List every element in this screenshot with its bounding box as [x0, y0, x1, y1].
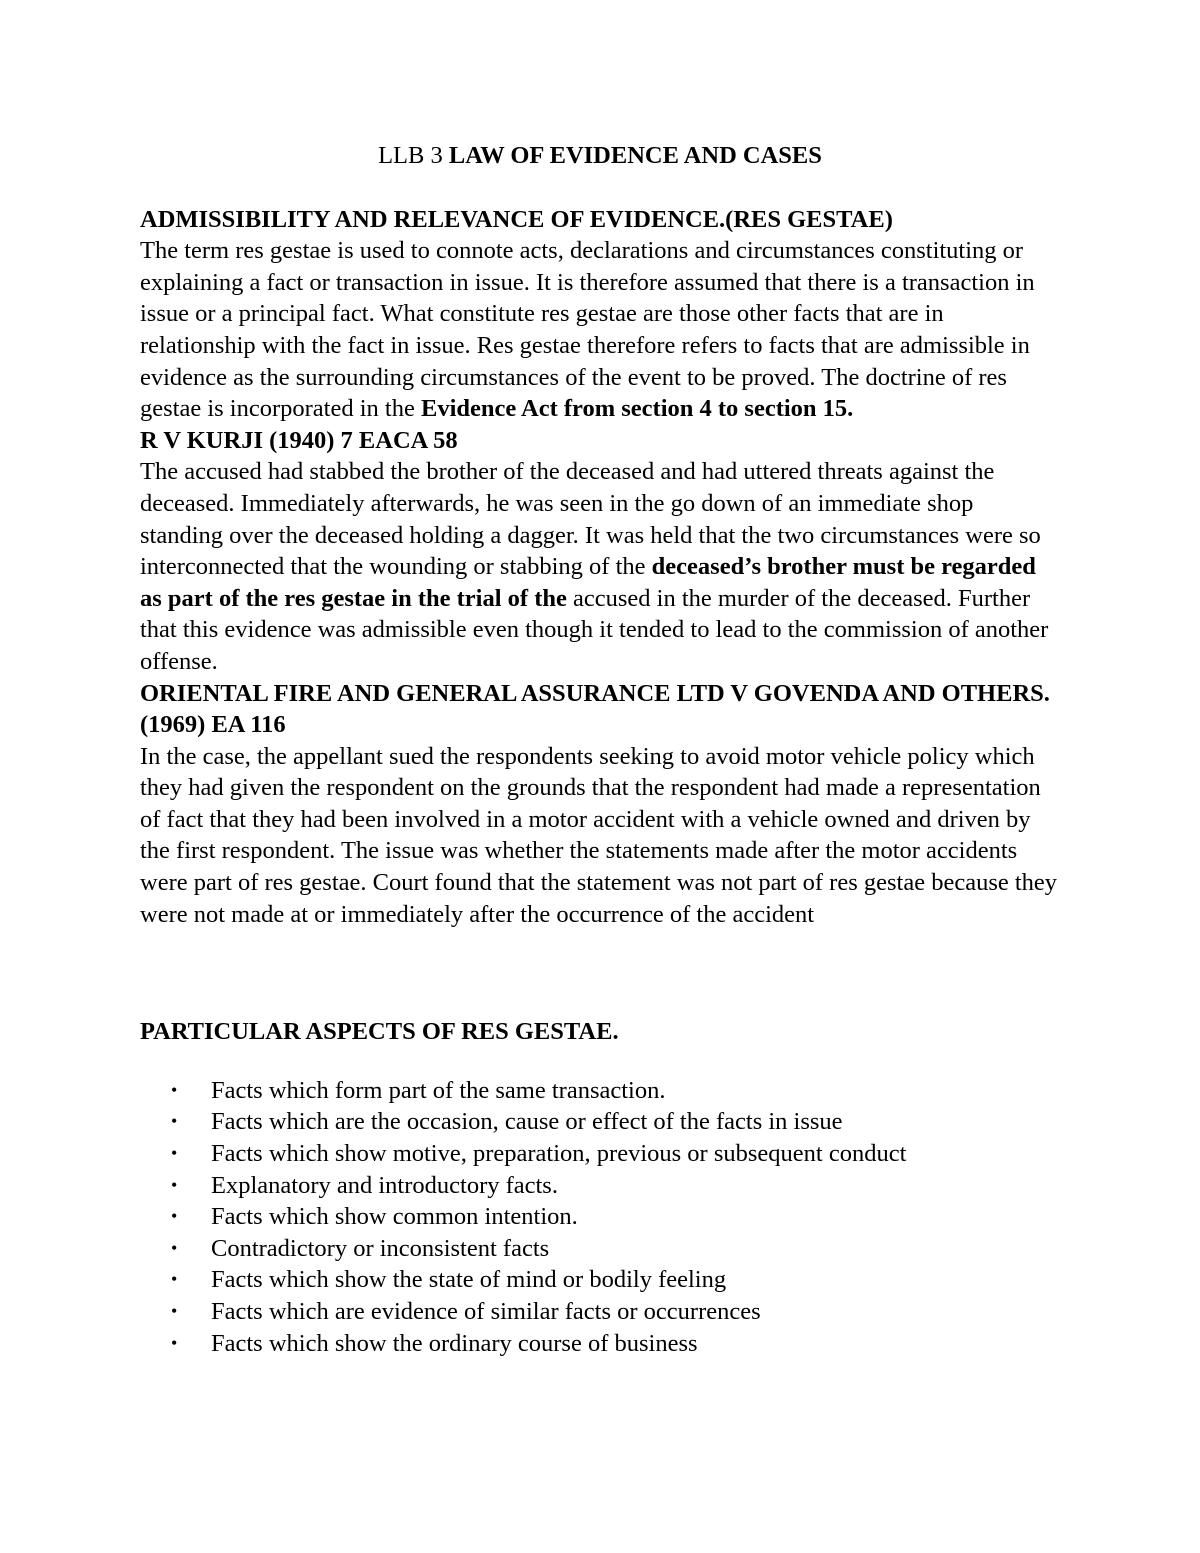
list-item [140, 1106, 1060, 1138]
list-item-text: Facts which form part of the same transaction. [211, 1076, 666, 1104]
list-item-text: Contradictory or inconsistent facts [211, 1234, 550, 1262]
case-heading-oriental-fire: ORIENTAL FIRE AND GENERAL ASSURANCE LTD V GOVENDA AND OTHERS. (1969) EA 116 [140, 679, 1050, 739]
list-item-text: Facts which are evidence of similar facts or occurrences [211, 1298, 761, 1325]
case-paragraph-kurji [140, 456, 1060, 677]
title-prefix: LLB 3 [378, 142, 449, 169]
case-heading-kurji: R V KURJI (1940) 7 EACA 58 [140, 426, 458, 454]
section-heading-admissibility: ADMISSIBILITY AND RELEVANCE OF EVIDENCE.(RES GESTAE) [140, 205, 893, 233]
list-item-text: Facts which show the state of mind or bodily feeling [211, 1266, 727, 1294]
list-item-text: Facts which show common intention. [211, 1203, 578, 1231]
section-paragraph-res-gestae [140, 235, 1060, 425]
case-paragraph-oriental-fire: In the case, the appellant sued the respondents seeking to avoid motor vehicle policy which they had given the respondent on the grounds that the respondent had made a representation of fact that they had been involved in a motor accident with a vehicle owned and driven by the first respondent. The issue was whether the statements made after the motor accidents were part of res gestae. Court found that the statement was not part of res gestae because they were not made at or immediately after the occurrence of the accident [140, 742, 1058, 928]
list-item [140, 1264, 1060, 1296]
paragraph-bold-text: deceased’s brother must be regarded as part of the res gestae in the trial of the [140, 553, 1036, 612]
bullet-icon: • [171, 1269, 178, 1290]
bullet-icon: • [171, 1079, 178, 1100]
bullet-icon: • [171, 1143, 178, 1164]
list-item [140, 1075, 1060, 1107]
document-title [140, 140, 1060, 172]
list-item [140, 1201, 1060, 1233]
paragraph-text: The accused had stabbed the brother of the deceased and had uttered threats against the deceased. Immediately afterwards, he was seen in the go down of an immediate shop standing over the deceased holding a dagger. It was held that the two circumstances were so interconnected that the wounding or stabbing of the [140, 458, 1041, 581]
paragraph-bold-text: Evidence Act from section 4 to section 15. [420, 395, 854, 423]
list-item-text: Facts which show motive, preparation, previous or subsequent conduct [211, 1140, 907, 1168]
bullet-icon: • [171, 1301, 178, 1321]
section-heading-aspects: PARTICULAR ASPECTS OF RES GESTAE. [140, 1018, 619, 1046]
bullet-icon: • [171, 1332, 178, 1353]
list-item [140, 1138, 1060, 1170]
list-item [140, 1328, 1060, 1360]
paragraph-text: The term res gestae is used to connote acts, declarations and circumstances constituting or explaining a fact or transaction in issue. It is therefore assumed that there is a transaction in issue or a principal fact. What constitute res gestae are those other facts that are in relationship with the fact in issue. Res gestae therefore refers to facts that are admissible in evidence as the surrounding circumstances of the event to be proved. The doctrine of res gestae is incorporated in the [140, 237, 1035, 423]
list-item [140, 1170, 1060, 1202]
bullet-icon: • [171, 1206, 178, 1227]
list-item [140, 1296, 1060, 1328]
list-item-text: Facts which show the ordinary course of business [211, 1329, 698, 1357]
spacer [140, 930, 1060, 1016]
bullet-icon: • [171, 1174, 178, 1195]
list-item [140, 1233, 1060, 1265]
list-item-text: Facts which are the occasion, cause or effect of the facts in issue [211, 1108, 843, 1136]
aspects-list [140, 1075, 1060, 1359]
list-item-text: Explanatory and introductory facts. [211, 1171, 558, 1199]
title-bold: LAW OF EVIDENCE AND CASES [448, 142, 822, 169]
paragraph-text: accused in the murder of the deceased. Further that this evidence was admissible even though it tended to lead to the commission of another offense. [140, 584, 1049, 675]
bullet-icon: • [171, 1111, 178, 1132]
bullet-icon: • [171, 1237, 178, 1258]
